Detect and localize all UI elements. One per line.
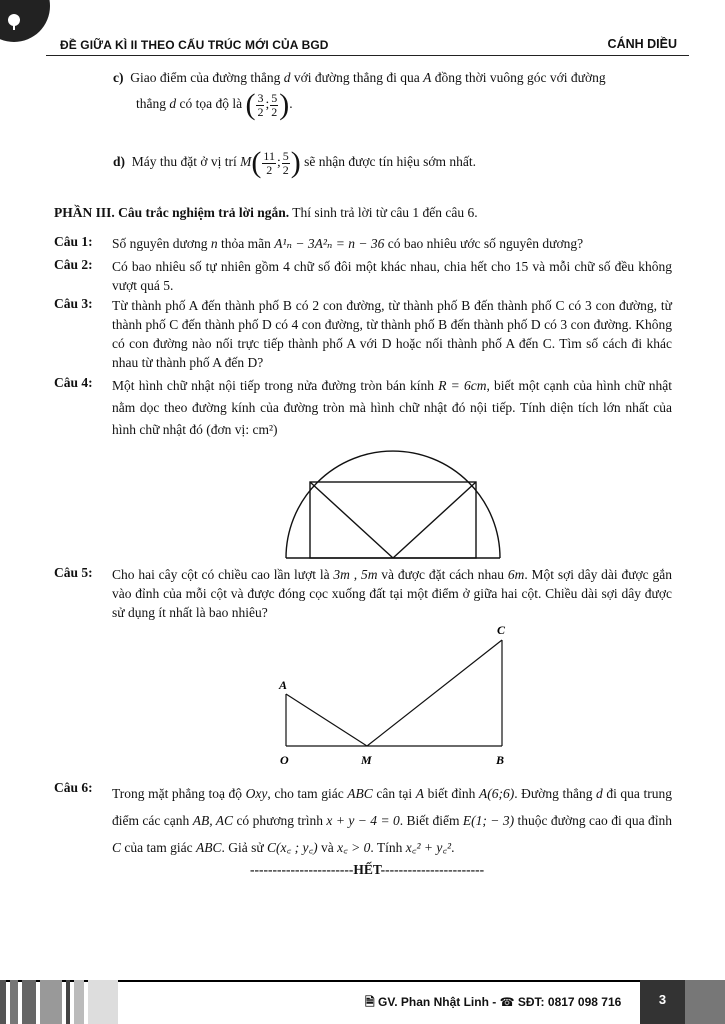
label-A: A — [279, 678, 288, 692]
header-rule — [46, 55, 689, 56]
fraction: $\frac{11}{2}$ — [263, 148, 275, 177]
q5-text: Cho hai cây cột có chiều cao lần lượt là 3m , 5m và được đặt cách nhau 6m. Một sợi dây dài được gắn vào đỉnh của mỗi cột và được đóng cọc xuống đất tại một điểm ở giữa hai cột. Chiều dài sợi dây được sử dụng ít nhất là bao nhiêu? — [112, 567, 672, 620]
fraction: $\frac{5}{2}$ — [271, 90, 278, 119]
diagonal-right — [393, 482, 476, 558]
inscribed-rectangle — [310, 482, 476, 558]
label-C: C — [497, 623, 506, 637]
label-B: B — [496, 753, 505, 767]
q6-label: Câu 6: — [54, 780, 93, 795]
fraction: $\frac{5}{2}$ — [282, 148, 289, 177]
q4-text: Một hình chữ nhật nội tiếp trong nửa đường tròn bán kính R = 6cm, biết một cạnh của hình chữ nhật nằm dọc theo đường kính của đường tròn mà hình chữ nhật đó nội tiếp. Tính diện tích lớn nhất của hình chữ nhật đó (đơn vị: cm²) — [112, 378, 672, 437]
tree-icon — [4, 12, 24, 32]
part-d: d) Máy thu đặt ở vị trí M( $\frac{11}{2}$ ; $\frac{5}{2}$ ) sẽ nhận được tín hiệu sớm nhất. — [113, 146, 477, 179]
footer-bars-decoration — [0, 980, 200, 1024]
part-c-line1: c) Giao điểm của đường thẳng d với đường thẳng đi qua A đồng thời vuông góc với đường — [113, 70, 606, 85]
q3-label: Câu 3: — [54, 296, 93, 311]
fraction: $\frac{3}{2}$ — [257, 90, 264, 119]
wire-MC — [367, 640, 502, 746]
poles-figure — [270, 618, 520, 768]
page-header — [0, 0, 725, 56]
header-title: ĐỀ GIỮA KÌ II THEO CẤU TRÚC MỚI CỦA BGD — [60, 38, 329, 52]
q1-formula: A¹ₙ − 3A²ₙ = n − 36 — [274, 236, 385, 251]
phone-icon: ☎ — [499, 995, 515, 1009]
q5-label: Câu 5: — [54, 565, 93, 580]
q1-label: Câu 1: — [54, 234, 93, 249]
q3-text: Từ thành phố A đến thành phố B có 2 con đường, từ thành phố B đến thành phố C có 3 con đường, từ thành phố C đến thành phố D có 4 con đường, từ thành phố B đến thành phố D có 3 con đường. Không có con đường nào nối trực tiếp thành phố A với D hoặc nối thành phố A đến C. Tìm số cách đi khác nhau từ thành phố A đến D? — [112, 298, 672, 370]
q2-label: Câu 2: — [54, 257, 93, 272]
q4-label: Câu 4: — [54, 375, 93, 390]
end-marker: -----------------------HẾT----------------------- — [250, 862, 485, 877]
label-M: M — [361, 753, 372, 767]
label-O: O — [280, 753, 289, 767]
wire-AM — [286, 694, 367, 746]
document-icon: 🗎 — [365, 995, 375, 1009]
semicircle-rectangle-figure — [270, 440, 520, 565]
page-number: 3 — [640, 980, 685, 1024]
q2-text: Có bao nhiêu số tự nhiên gồm 4 chữ số đôi một khác nhau, chia hết cho 15 và mỗi chữ số đều không vượt quá 5. — [112, 259, 672, 293]
page-footer — [0, 972, 725, 1024]
q1-text: Số nguyên dương n thỏa mãn A¹ₙ − 3A²ₙ = n − 36 có bao nhiêu ước số nguyên dương? — [112, 236, 584, 251]
diagonal-left — [310, 482, 393, 558]
footer-block — [685, 980, 725, 1024]
semicircle-arc — [286, 451, 500, 558]
q6-text: Trong mặt phẳng toạ độ Oxy, cho tam giác ABC cân tại A biết đỉnh A(6;6). Đường thẳng d đi qua trung điểm các cạnh AB, AC có phương trình x + y − 4 = 0. Biết điểm E(1; − 3) thuộc đường cao đi qua đỉnh C của tam giác ABC. Giả sử C(x꜀ ; y꜀) và x꜀ > 0. Tính x꜀² + y꜀². — [112, 786, 673, 855]
part-c-line2: thẳng d có tọa độ là ( $\frac{3}{2}$ ; $\frac{5}{2}$ ). — [136, 88, 293, 121]
footer-author: 🗎 GV. Phan Nhật Linh - ☎ SĐT: 0817 098 716 — [365, 995, 622, 1009]
section-heading: PHẦN III. Câu trắc nghiệm trả lời ngắn. Thí sinh trả lời từ câu 1 đến câu 6. — [54, 205, 478, 220]
header-series: CÁNH DIỀU — [607, 37, 677, 51]
